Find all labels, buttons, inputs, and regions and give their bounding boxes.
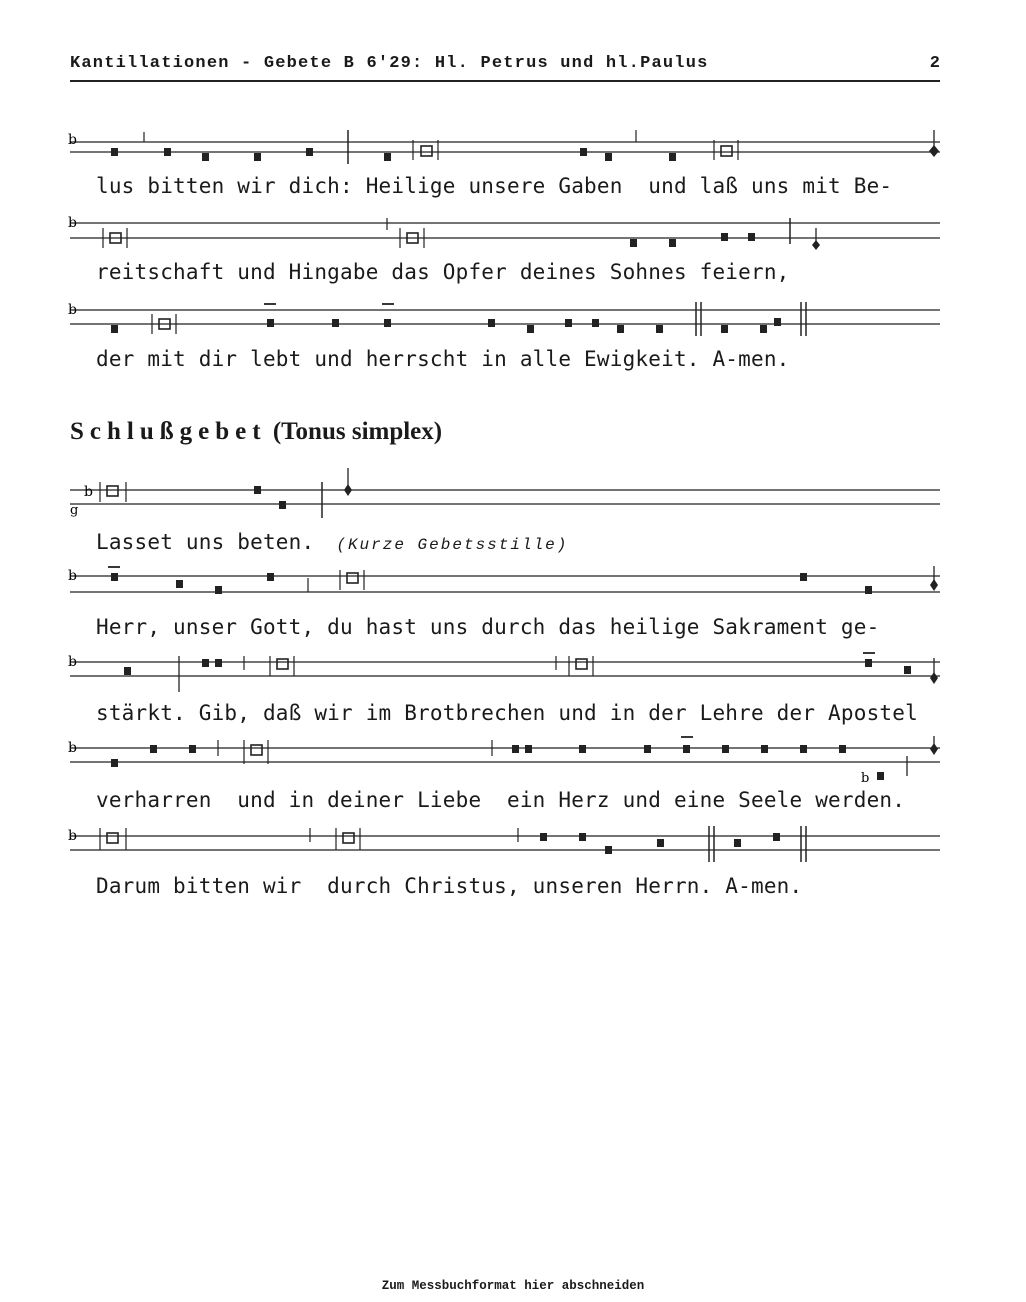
flat-symbol: b — [68, 654, 77, 670]
header-title: Kantillationen - Gebete B 6'29: Hl. Petrus und hl.Paulus — [70, 54, 709, 73]
staff-1-svg — [68, 128, 942, 168]
chant-staff-2 — [68, 214, 942, 254]
chant-staff-6 — [68, 650, 942, 690]
lyric-line-2: reitschaft und Hingabe das Opfer deines Sohnes feiern, — [96, 260, 790, 284]
g-clef-symbol: g — [70, 503, 79, 518]
cut-line-footer: Zum Messbuchformat hier abschneiden — [381, 1279, 645, 1293]
section-heading-subtitle: (Tonus simplex) — [272, 418, 443, 445]
lyric-line-8: Darum bitten wir durch Christus, unseren Herrn. A-men. — [96, 874, 803, 898]
lyric-line-4 — [96, 530, 568, 554]
flat-symbol: b — [68, 740, 77, 756]
lasset-uns-beten: Lasset uns beten. — [96, 530, 315, 554]
chant-staff-1 — [68, 128, 942, 168]
page-number: 2 — [929, 54, 940, 73]
flat-symbol: b — [68, 215, 77, 231]
lyric-line-7: verharren und in deiner Liebe ein Herz und eine Seele werden. — [96, 788, 906, 812]
flat-symbol: b — [84, 484, 93, 500]
gebetsstille-note: (Kurze Gebetsstille) — [336, 536, 569, 554]
flat-symbol: b — [68, 302, 77, 318]
chant-staff-5 — [68, 564, 942, 604]
lyric-line-1: lus bitten wir dich: Heilige unsere Gaben und laß uns mit Be- — [96, 174, 893, 198]
lyric-line-6: stärkt. Gib, daß wir im Brotbrechen und in der Lehre der Apostel — [96, 701, 918, 725]
chant-staff-8 — [68, 822, 942, 862]
chant-staff-3 — [68, 300, 942, 340]
chant-staff-4 — [68, 468, 942, 518]
page-header — [70, 54, 940, 82]
chant-staff-7 — [68, 736, 942, 782]
section-heading-title: Schlußgebet — [70, 418, 267, 445]
flat-symbol: b — [68, 828, 77, 844]
flat-symbol: b — [861, 771, 870, 782]
flat-symbol: b — [68, 132, 77, 148]
lyric-line-5: Herr, unser Gott, du hast uns durch das heilige Sakrament ge- — [96, 615, 880, 639]
lyric-line-3: der mit dir lebt und herrscht in alle Ewigkeit. A-men. — [96, 347, 790, 371]
flat-symbol: b — [68, 568, 77, 584]
section-heading — [70, 418, 442, 446]
